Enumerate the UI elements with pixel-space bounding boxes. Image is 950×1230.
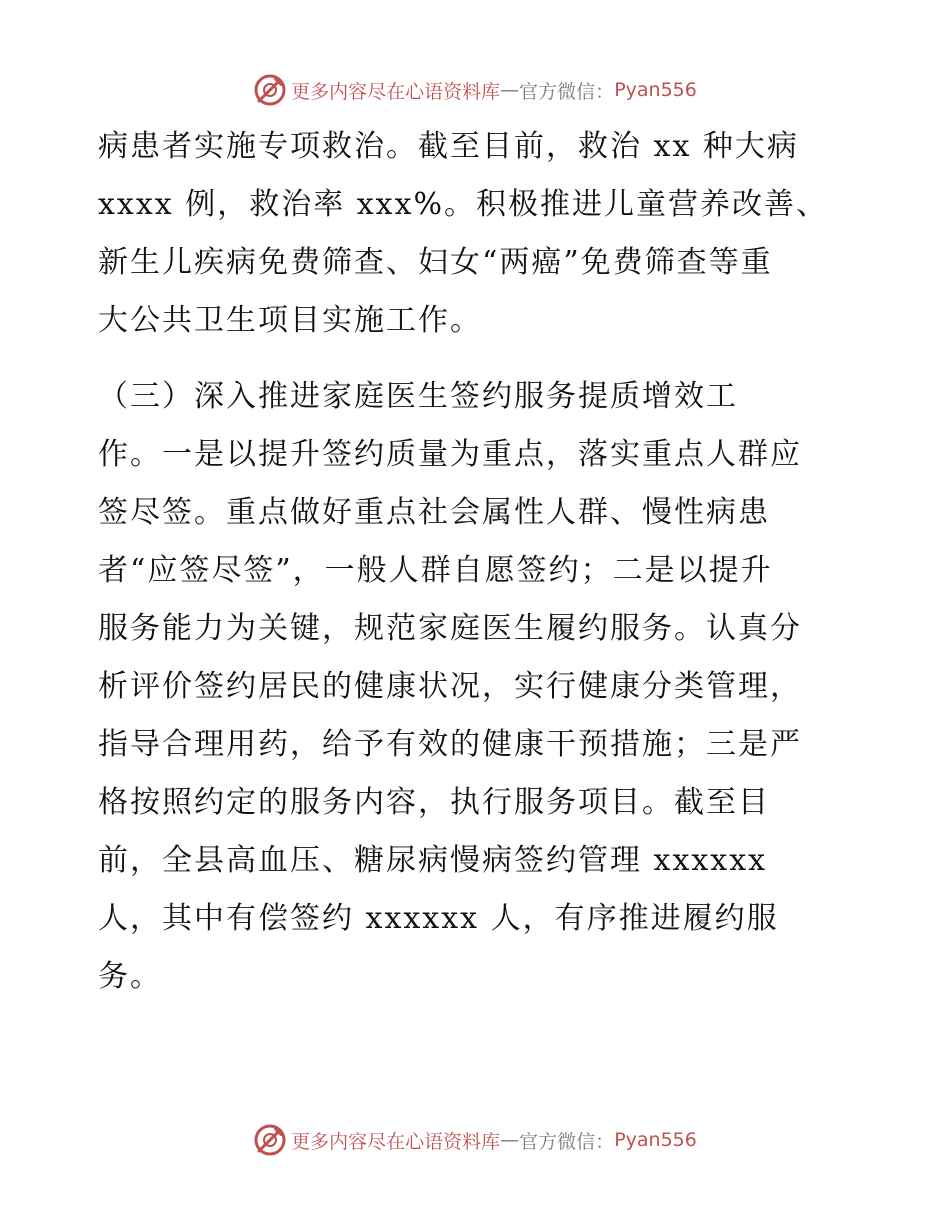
- paragraph-line: （三）深入推进家庭医生签约服务提质增效工: [98, 379, 738, 414]
- paragraph-line: 务。: [98, 959, 162, 994]
- paragraph-line: xxxx 例，救治率 xxx%。积极推进儿童营养改善、: [98, 187, 829, 222]
- footer-banner-text: 更多内容尽在心语资料库: [291, 1130, 501, 1153]
- paragraph-line: 作。一是以提升签约质量为重点，落实重点人群应: [98, 437, 802, 472]
- paragraph-line: 大公共卫生项目实施工作。: [98, 303, 482, 338]
- paragraph-2: [98, 368, 858, 1006]
- footer-wechat-id: Pyan556: [614, 1129, 697, 1151]
- paragraph-line: 新生儿疾病免费筛查、妇女“两癌”免费筛查等重: [98, 245, 773, 280]
- paragraph-line: 前，全县高血压、糖尿病慢病签约管理 xxxxxx: [98, 843, 768, 878]
- paragraph-line: 签尽签。重点做好重点社会属性人群、慢性病患: [98, 495, 770, 530]
- paragraph-line: 人，其中有偿签约 xxxxxx 人，有序推进履约服: [98, 901, 779, 936]
- header-separator: —: [500, 79, 520, 101]
- logo-icon: [253, 73, 287, 107]
- paragraph-line: 病患者实施专项救治。截至目前，救治 xx 种大病: [98, 129, 799, 164]
- footer-banner: [0, 1122, 950, 1158]
- header-wechat-id: Pyan556: [614, 79, 697, 101]
- paragraph-line: 服务能力为关键，规范家庭医生履约服务。认真分: [98, 611, 802, 646]
- logo-icon: [253, 1123, 287, 1157]
- paragraph-line: 析评价签约居民的健康状况，实行健康分类管理，: [98, 669, 802, 704]
- paragraph-line: 者“应签尽签”，一般人群自愿签约；二是以提升: [98, 553, 773, 588]
- footer-label: 官方微信：: [519, 1130, 615, 1153]
- paragraph-line: 指导合理用药，给予有效的健康干预措施；三是严: [98, 727, 802, 762]
- header-banner: [0, 72, 950, 108]
- header-label: 官方微信：: [519, 80, 615, 103]
- footer-separator: —: [500, 1129, 520, 1151]
- header-banner-text: 更多内容尽在心语资料库: [291, 80, 501, 103]
- paragraph-1: [98, 118, 858, 350]
- paragraph-line: 格按照约定的服务内容，执行服务项目。截至目: [98, 785, 770, 820]
